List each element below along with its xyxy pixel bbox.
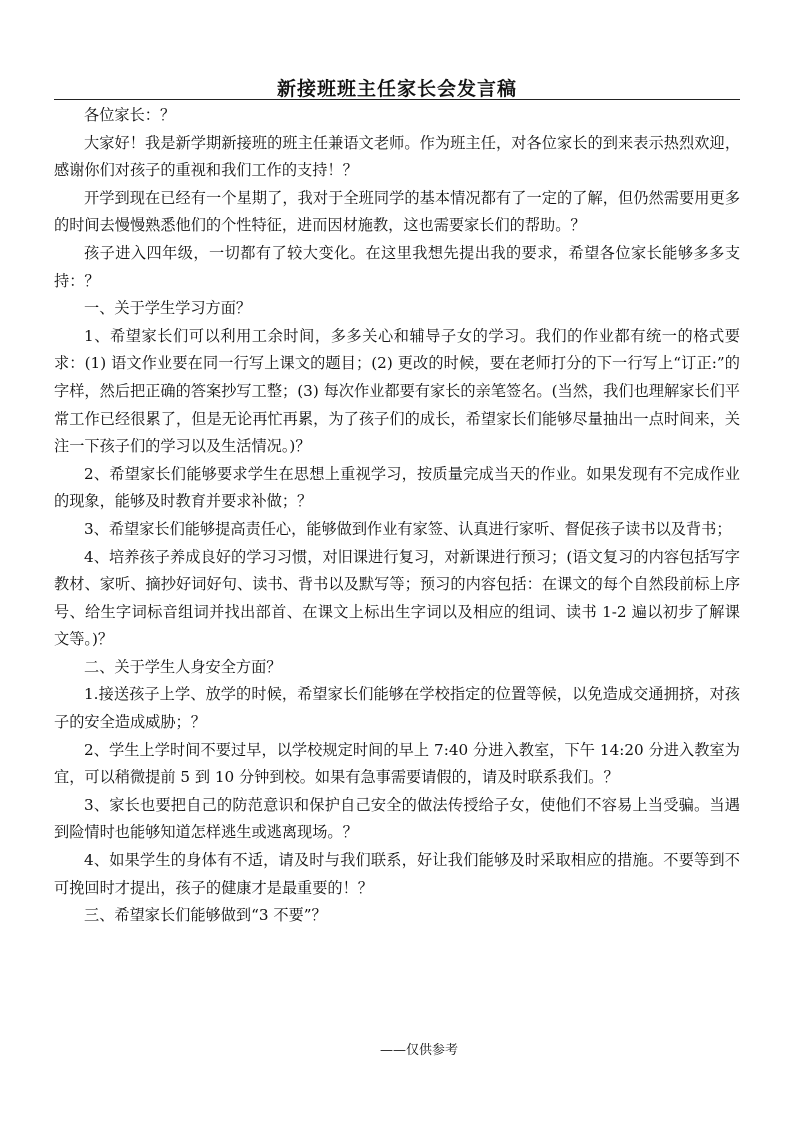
paragraph: 2、学生上学时间不要过早，以学校规定时间的早上 7:40 分进入教室，下午 14:20 分进入教室为宜，可以稍微提前 5 到 10 分钟到校。如果有急事需要请假的，请及时联系我们。？ — [54, 740, 740, 787]
title-underline — [54, 99, 740, 100]
paragraph: 4、如果学生的身体有不适，请及时与我们联系，好让我们能够及时采取相应的措施。不要等到不可挽回时才提出，孩子的健康才是最重要的！？ — [54, 851, 740, 897]
document-title: 新接班班主任家长会发言稿 — [276, 78, 517, 100]
paragraph: 开学到现在已经有一个星期了，我对于全班同学的基本情况都有了一定的了解，但仍然需要用更多的时间去慢慢熟悉他们的个性特征，进而因材施教，这也需要家长们的帮助。？ — [54, 188, 740, 235]
section-heading: 三、希望家长们能够做到“3 不要”？ — [84, 906, 327, 925]
paragraph: 1.接送孩子上学、放学的时候，希望家长们能够在学校指定的位置等候，以免造成交通拥挤，对孩子的安全造成威胁；？ — [54, 685, 740, 732]
paragraph: 孩子进入四年级，一切都有了较大变化。在这里我想先提出我的要求，希望各位家长能够多多支持：？ — [54, 243, 740, 290]
paragraph: 4、培养孩子养成良好的学习习惯，对旧课进行复习，对新课进行预习；(语文复习的内容包括写字教材、家听、摘抄好词好句、读书、背书以及默写等；预习的内容包括：在课文的每个自然段前标上序号、给生字词标音组词并找出部首、在课文上标出生字词以及相应的组词、读书 1-2 遍以初步了解课文等。)？ — [54, 547, 740, 649]
paragraph: 3、家长也要把自己的防范意识和保护自己安全的做法传授给子女，使他们不容易上当受骗。当遇到险情时也能够知道怎样逃生或逃离现场。？ — [54, 795, 740, 842]
paragraph: 3、希望家长们能够提高责任心，能够做到作业有家签、认真进行家听、督促孩子读书以及背书； — [84, 519, 732, 538]
paragraph: 1、希望家长们可以利用工余时间，多多关心和辅导子女的学习。我们的作业都有统一的格式要求：(1) 语文作业要在同一行写上课文的题目；(2) 更改的时候，要在老师打分的下一行写上“订正:”的字样，然后把正确的答案抄写工整；(3) 每次作业都要有家长的亲笔签名。(当然，我们也理解家长们平常工作已经很累了，但是无论再忙再累，为了孩子们的成长，希望家长们能够尽量抽出一点时间来，关注一下孩子们的学习以及生活情况。)？ — [54, 326, 740, 456]
greeting-paragraph: 各位家长：？ — [84, 106, 176, 124]
section-heading: 一、关于学生学习方面？ — [84, 299, 252, 318]
paragraph: 2、希望家长们能够要求学生在思想上重视学习，按质量完成当天的作业。如果发现有不完成作业的现象，能够及时教育并要求补做；？ — [54, 464, 740, 511]
document-body — [54, 102, 740, 930]
section-heading: 二、关于学生人身安全方面？ — [84, 657, 282, 676]
paragraph: 大家好！我是新学期新接班的班主任兼语文老师。作为班主任，对各位家长的到来表示热烈欢迎，感谢你们对孩子的重视和我们工作的支持！？ — [54, 133, 740, 180]
footer-note: ——仅供参考 — [380, 1043, 459, 1058]
